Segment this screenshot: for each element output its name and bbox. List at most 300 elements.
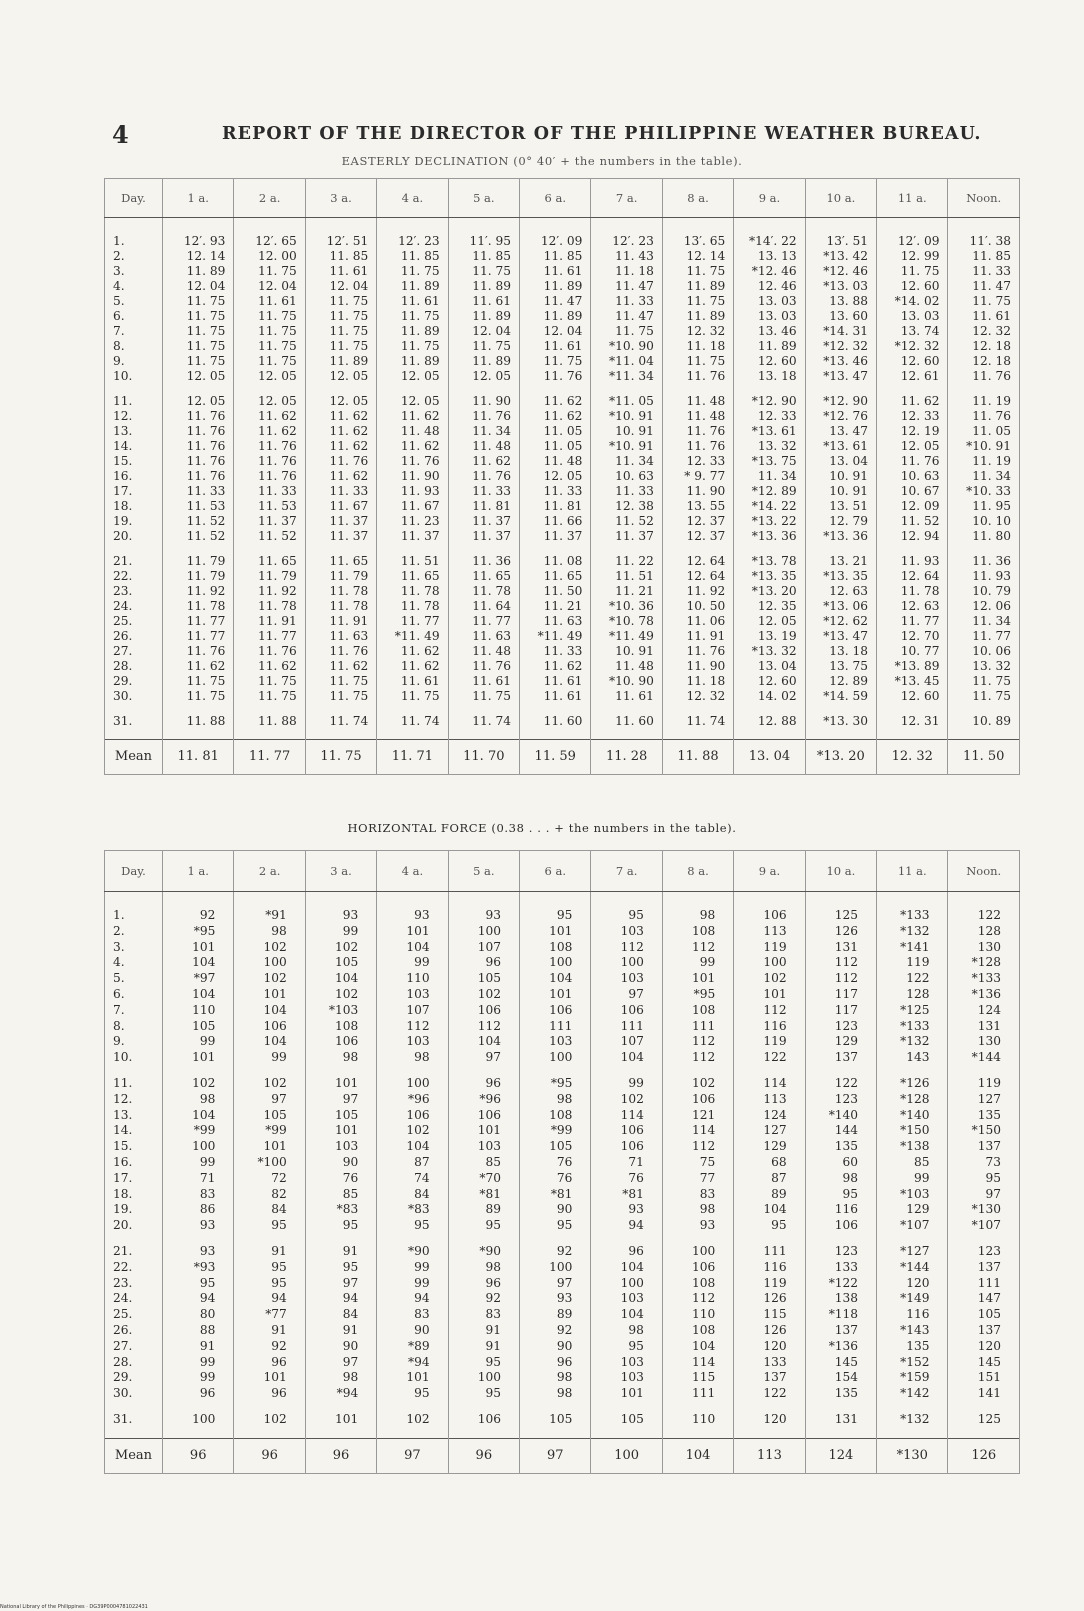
value-cell: 11. 18: [591, 264, 662, 279]
value-cell: *13. 22: [734, 514, 805, 529]
value-cell: 12. 05: [377, 384, 448, 409]
value-cell: 11. 61: [234, 294, 305, 309]
value-cell: 12. 37: [662, 529, 733, 544]
value-cell: 137: [948, 1260, 1020, 1276]
value-cell: *96: [377, 1092, 448, 1108]
table-row: [105, 1402, 1020, 1438]
table-row: [105, 1050, 1020, 1066]
value-cell: 93: [520, 1291, 591, 1307]
mean-value-cell: 104: [662, 1438, 733, 1473]
value-cell: 11. 33: [163, 484, 234, 499]
day-cell: 10.: [105, 1050, 163, 1066]
value-cell: *95: [662, 987, 733, 1003]
value-cell: 10. 91: [805, 484, 876, 499]
value-cell: 100: [662, 1234, 733, 1260]
value-cell: 11. 74: [377, 704, 448, 740]
day-cell: 6.: [105, 309, 163, 324]
value-cell: 119: [877, 955, 948, 971]
day-cell: 4.: [105, 955, 163, 971]
day-cell: 19.: [105, 514, 163, 529]
value-cell: 11. 05: [520, 424, 591, 439]
table-row: [105, 987, 1020, 1003]
value-cell: *91: [234, 892, 305, 924]
mean-label: Mean: [105, 740, 163, 775]
value-cell: 11. 65: [305, 544, 376, 569]
value-cell: *81: [520, 1187, 591, 1203]
column-header: Noon.: [948, 179, 1020, 218]
value-cell: 11. 89: [305, 354, 376, 369]
value-cell: 83: [377, 1307, 448, 1323]
value-cell: 108: [662, 1003, 733, 1019]
value-cell: *95: [520, 1066, 591, 1092]
column-header: 11 a.: [877, 179, 948, 218]
value-cell: *13. 46: [805, 354, 876, 369]
value-cell: 11. 76: [948, 409, 1020, 424]
value-cell: 126: [734, 1291, 805, 1307]
value-cell: 98: [805, 1171, 876, 1187]
value-cell: 11. 75: [448, 689, 519, 704]
value-cell: 127: [948, 1092, 1020, 1108]
value-cell: 12. 63: [877, 599, 948, 614]
value-cell: 11. 65: [234, 544, 305, 569]
value-cell: *83: [305, 1202, 376, 1218]
value-cell: 97: [448, 1050, 519, 1066]
value-cell: 11. 65: [520, 569, 591, 584]
value-cell: *10. 33: [948, 484, 1020, 499]
value-cell: *144: [948, 1050, 1020, 1066]
value-cell: 94: [163, 1291, 234, 1307]
table-row: [105, 279, 1020, 294]
value-cell: 111: [948, 1276, 1020, 1292]
value-cell: 98: [448, 1260, 519, 1276]
value-cell: 101: [662, 971, 733, 987]
value-cell: 10. 91: [805, 469, 876, 484]
value-cell: 116: [805, 1202, 876, 1218]
value-cell: *150: [948, 1123, 1020, 1139]
value-cell: *77: [234, 1307, 305, 1323]
value-cell: 100: [520, 955, 591, 971]
value-cell: 11. 90: [662, 659, 733, 674]
mean-value-cell: 11. 28: [591, 740, 662, 775]
day-cell: 16.: [105, 1155, 163, 1171]
value-cell: 100: [448, 924, 519, 940]
mean-value-cell: 96: [163, 1438, 234, 1473]
value-cell: *118: [805, 1307, 876, 1323]
value-cell: 11. 89: [377, 354, 448, 369]
value-cell: 119: [734, 940, 805, 956]
value-cell: 11. 34: [448, 424, 519, 439]
value-cell: 12. 32: [948, 324, 1020, 339]
value-cell: 95: [234, 1260, 305, 1276]
mean-value-cell: 126: [948, 1438, 1020, 1473]
value-cell: 60: [805, 1155, 876, 1171]
day-cell: 6.: [105, 987, 163, 1003]
value-cell: 95: [377, 1218, 448, 1234]
value-cell: *152: [877, 1355, 948, 1371]
value-cell: 95: [163, 1276, 234, 1292]
table-row: [105, 484, 1020, 499]
value-cell: 68: [734, 1155, 805, 1171]
table-row: [105, 369, 1020, 384]
day-cell: 18.: [105, 499, 163, 514]
value-cell: 116: [734, 1260, 805, 1276]
value-cell: 104: [163, 987, 234, 1003]
day-cell: 25.: [105, 614, 163, 629]
table-row: [105, 1123, 1020, 1139]
value-cell: 10. 06: [948, 644, 1020, 659]
day-cell: 3.: [105, 940, 163, 956]
value-cell: 102: [234, 1402, 305, 1438]
column-header: 2 a.: [234, 179, 305, 218]
value-cell: 111: [662, 1386, 733, 1402]
value-cell: *12. 62: [805, 614, 876, 629]
value-cell: 85: [448, 1155, 519, 1171]
value-cell: *13. 61: [805, 439, 876, 454]
value-cell: 13. 47: [805, 424, 876, 439]
value-cell: 11. 76: [234, 644, 305, 659]
value-cell: 106: [591, 1123, 662, 1139]
table-row: [105, 674, 1020, 689]
value-cell: 11. 75: [163, 294, 234, 309]
column-header: 5 a.: [448, 851, 519, 892]
value-cell: 131: [948, 1019, 1020, 1035]
table-row: [105, 309, 1020, 324]
value-cell: 11. 76: [377, 454, 448, 469]
day-cell: 27.: [105, 644, 163, 659]
value-cell: 11. 75: [305, 324, 376, 339]
value-cell: 101: [163, 940, 234, 956]
value-cell: *14. 22: [734, 499, 805, 514]
value-cell: 10. 91: [591, 424, 662, 439]
day-cell: 8.: [105, 1019, 163, 1035]
value-cell: *11. 05: [591, 384, 662, 409]
value-cell: 101: [305, 1402, 376, 1438]
value-cell: 12. 79: [805, 514, 876, 529]
value-cell: 11. 77: [163, 629, 234, 644]
value-cell: 12. 35: [734, 599, 805, 614]
value-cell: 76: [520, 1171, 591, 1187]
value-cell: 83: [163, 1187, 234, 1203]
value-cell: 111: [734, 1234, 805, 1260]
value-cell: 104: [520, 971, 591, 987]
value-cell: *83: [377, 1202, 448, 1218]
value-cell: 103: [448, 1139, 519, 1155]
mean-value-cell: *130: [877, 1438, 948, 1473]
value-cell: 12. 88: [734, 704, 805, 740]
value-cell: 105: [448, 971, 519, 987]
value-cell: *122: [805, 1276, 876, 1292]
value-cell: 104: [163, 955, 234, 971]
day-cell: 11.: [105, 1066, 163, 1092]
value-cell: 11. 75: [591, 324, 662, 339]
value-cell: 11. 90: [662, 484, 733, 499]
value-cell: 11. 76: [163, 454, 234, 469]
table-row: [105, 264, 1020, 279]
value-cell: 14. 02: [734, 689, 805, 704]
value-cell: 99: [234, 1050, 305, 1066]
value-cell: 11. 88: [234, 704, 305, 740]
value-cell: 11. 34: [948, 469, 1020, 484]
value-cell: 12. 63: [805, 584, 876, 599]
column-header: 1 a.: [163, 179, 234, 218]
value-cell: 11. 33: [591, 294, 662, 309]
value-cell: 106: [734, 892, 805, 924]
value-cell: 11. 66: [520, 514, 591, 529]
value-cell: 11. 75: [234, 674, 305, 689]
value-cell: 11. 78: [305, 584, 376, 599]
value-cell: 123: [805, 1234, 876, 1260]
mean-value-cell: 11. 77: [234, 740, 305, 775]
day-cell: 30.: [105, 689, 163, 704]
value-cell: 97: [948, 1187, 1020, 1203]
table-row: [105, 294, 1020, 309]
value-cell: 11. 75: [520, 354, 591, 369]
value-cell: 103: [591, 1291, 662, 1307]
value-cell: 105: [163, 1019, 234, 1035]
value-cell: 95: [448, 1386, 519, 1402]
table-row: [105, 339, 1020, 354]
value-cell: 112: [662, 940, 733, 956]
value-cell: *11. 34: [591, 369, 662, 384]
value-cell: 11. 78: [305, 599, 376, 614]
value-cell: 12. 05: [163, 369, 234, 384]
value-cell: 11. 74: [305, 704, 376, 740]
value-cell: 11. 61: [305, 264, 376, 279]
value-cell: 151: [948, 1370, 1020, 1386]
value-cell: 95: [734, 1218, 805, 1234]
day-cell: 23.: [105, 584, 163, 599]
value-cell: 111: [591, 1019, 662, 1035]
table-row: [105, 1260, 1020, 1276]
value-cell: 122: [948, 892, 1020, 924]
value-cell: 106: [448, 1003, 519, 1019]
value-cell: 12. 14: [662, 249, 733, 264]
value-cell: 73: [948, 1155, 1020, 1171]
value-cell: 138: [805, 1291, 876, 1307]
table-row: [105, 940, 1020, 956]
mean-value-cell: 113: [734, 1438, 805, 1473]
day-cell: 1.: [105, 218, 163, 250]
value-cell: 11. 48: [520, 454, 591, 469]
value-cell: 11. 62: [377, 439, 448, 454]
value-cell: 13. 19: [734, 629, 805, 644]
value-cell: *107: [877, 1218, 948, 1234]
value-cell: *126: [877, 1066, 948, 1092]
value-cell: 11. 76: [163, 424, 234, 439]
value-cell: 103: [591, 1355, 662, 1371]
day-cell: 13.: [105, 1108, 163, 1124]
day-cell: 26.: [105, 629, 163, 644]
day-cell: 7.: [105, 1003, 163, 1019]
value-cell: *133: [948, 971, 1020, 987]
value-cell: 11. 76: [662, 369, 733, 384]
day-cell: 29.: [105, 674, 163, 689]
value-cell: 130: [948, 940, 1020, 956]
value-cell: 72: [234, 1171, 305, 1187]
value-cell: 105: [234, 1108, 305, 1124]
table-row: [105, 1108, 1020, 1124]
value-cell: 83: [662, 1187, 733, 1203]
value-cell: * 9. 77: [662, 469, 733, 484]
value-cell: *13. 61: [734, 424, 805, 439]
value-cell: 11. 90: [448, 384, 519, 409]
value-cell: 12. 05: [448, 369, 519, 384]
value-cell: 12. 99: [877, 249, 948, 264]
value-cell: 106: [448, 1402, 519, 1438]
value-cell: 12. 05: [234, 384, 305, 409]
value-cell: 11. 76: [948, 369, 1020, 384]
value-cell: 11. 89: [163, 264, 234, 279]
value-cell: 11. 33: [948, 264, 1020, 279]
value-cell: 13. 60: [805, 309, 876, 324]
value-cell: 11. 21: [591, 584, 662, 599]
value-cell: 131: [805, 940, 876, 956]
value-cell: 11. 47: [591, 309, 662, 324]
value-cell: *13. 32: [734, 644, 805, 659]
table-row: [105, 499, 1020, 514]
value-cell: 105: [591, 1402, 662, 1438]
value-cell: 104: [234, 1034, 305, 1050]
value-cell: 104: [163, 1108, 234, 1124]
value-cell: 11. 63: [448, 629, 519, 644]
table-row: [105, 704, 1020, 740]
value-cell: 95: [805, 1187, 876, 1203]
table-row: [105, 955, 1020, 971]
value-cell: 12. 61: [877, 369, 948, 384]
value-cell: 133: [734, 1355, 805, 1371]
value-cell: 123: [948, 1234, 1020, 1260]
value-cell: 103: [591, 1370, 662, 1386]
value-cell: 88: [163, 1323, 234, 1339]
value-cell: 94: [591, 1218, 662, 1234]
value-cell: 104: [662, 1339, 733, 1355]
value-cell: 135: [877, 1339, 948, 1355]
value-cell: 112: [377, 1019, 448, 1035]
table-row: [105, 384, 1020, 409]
value-cell: 100: [520, 1050, 591, 1066]
value-cell: 13. 74: [877, 324, 948, 339]
value-cell: 11. 65: [377, 569, 448, 584]
value-cell: 11. 75: [305, 339, 376, 354]
value-cell: 71: [591, 1155, 662, 1171]
value-cell: 99: [163, 1034, 234, 1050]
value-cell: 13′. 51: [805, 218, 876, 250]
value-cell: 11. 08: [520, 544, 591, 569]
value-cell: 100: [448, 1370, 519, 1386]
value-cell: 11. 75: [234, 264, 305, 279]
value-cell: *132: [877, 1402, 948, 1438]
value-cell: 11. 62: [234, 424, 305, 439]
mean-value-cell: 96: [448, 1438, 519, 1473]
value-cell: 11. 90: [377, 469, 448, 484]
value-cell: 108: [662, 1276, 733, 1292]
value-cell: 105: [948, 1307, 1020, 1323]
value-cell: *132: [877, 1034, 948, 1050]
value-cell: 119: [734, 1276, 805, 1292]
value-cell: 98: [163, 1092, 234, 1108]
value-cell: 106: [520, 1003, 591, 1019]
value-cell: 11. 47: [591, 279, 662, 294]
value-cell: 99: [662, 955, 733, 971]
value-cell: 137: [948, 1323, 1020, 1339]
table-row: [105, 1339, 1020, 1355]
value-cell: 11. 19: [948, 454, 1020, 469]
value-cell: 106: [591, 1139, 662, 1155]
value-cell: 11. 85: [305, 249, 376, 264]
column-header: 6 a.: [520, 179, 591, 218]
mean-value-cell: 97: [377, 1438, 448, 1473]
value-cell: 11. 79: [163, 569, 234, 584]
value-cell: 11. 75: [662, 354, 733, 369]
value-cell: *10. 36: [591, 599, 662, 614]
value-cell: 98: [662, 892, 733, 924]
value-cell: 102: [591, 1092, 662, 1108]
value-cell: 99: [377, 1276, 448, 1292]
value-cell: 11. 33: [520, 644, 591, 659]
value-cell: 11. 75: [448, 264, 519, 279]
value-cell: *143: [877, 1323, 948, 1339]
value-cell: *99: [234, 1123, 305, 1139]
value-cell: 11. 52: [234, 529, 305, 544]
mean-value-cell: 124: [805, 1438, 876, 1473]
value-cell: 113: [734, 924, 805, 940]
day-cell: 10.: [105, 369, 163, 384]
mean-label: Mean: [105, 1438, 163, 1473]
value-cell: 126: [805, 924, 876, 940]
value-cell: 126: [734, 1323, 805, 1339]
value-cell: 11. 18: [662, 674, 733, 689]
value-cell: *13. 78: [734, 544, 805, 569]
value-cell: *12. 46: [805, 264, 876, 279]
value-cell: 11. 76: [877, 454, 948, 469]
value-cell: 102: [234, 940, 305, 956]
value-cell: *140: [805, 1108, 876, 1124]
value-cell: 11. 05: [520, 439, 591, 454]
value-cell: 11. 51: [591, 569, 662, 584]
value-cell: 13. 88: [805, 294, 876, 309]
value-cell: *12. 90: [805, 384, 876, 409]
value-cell: 12. 32: [662, 689, 733, 704]
value-cell: 11. 62: [305, 424, 376, 439]
value-cell: *12. 90: [734, 384, 805, 409]
value-cell: 112: [591, 940, 662, 956]
value-cell: 11. 77: [234, 629, 305, 644]
value-cell: 11. 62: [305, 409, 376, 424]
day-cell: 14.: [105, 439, 163, 454]
value-cell: *150: [877, 1123, 948, 1139]
value-cell: 100: [234, 955, 305, 971]
value-cell: 108: [520, 1108, 591, 1124]
table-row: [105, 1291, 1020, 1307]
table-row: [105, 529, 1020, 544]
value-cell: *144: [877, 1260, 948, 1276]
table-row: [105, 1092, 1020, 1108]
value-cell: 11. 61: [520, 264, 591, 279]
value-cell: 11. 75: [305, 674, 376, 689]
value-cell: 96: [234, 1386, 305, 1402]
value-cell: 12. 60: [734, 354, 805, 369]
value-cell: 95: [448, 1355, 519, 1371]
value-cell: 12. 04: [305, 279, 376, 294]
table-row: [105, 424, 1020, 439]
value-cell: 104: [448, 1034, 519, 1050]
value-cell: *103: [877, 1187, 948, 1203]
value-cell: 95: [305, 1260, 376, 1276]
value-cell: 98: [520, 1386, 591, 1402]
footer-credit: National Library of the Philippines · DG39P0004781022431: [0, 1604, 148, 1610]
value-cell: 11. 76: [662, 644, 733, 659]
table-row: [105, 354, 1020, 369]
